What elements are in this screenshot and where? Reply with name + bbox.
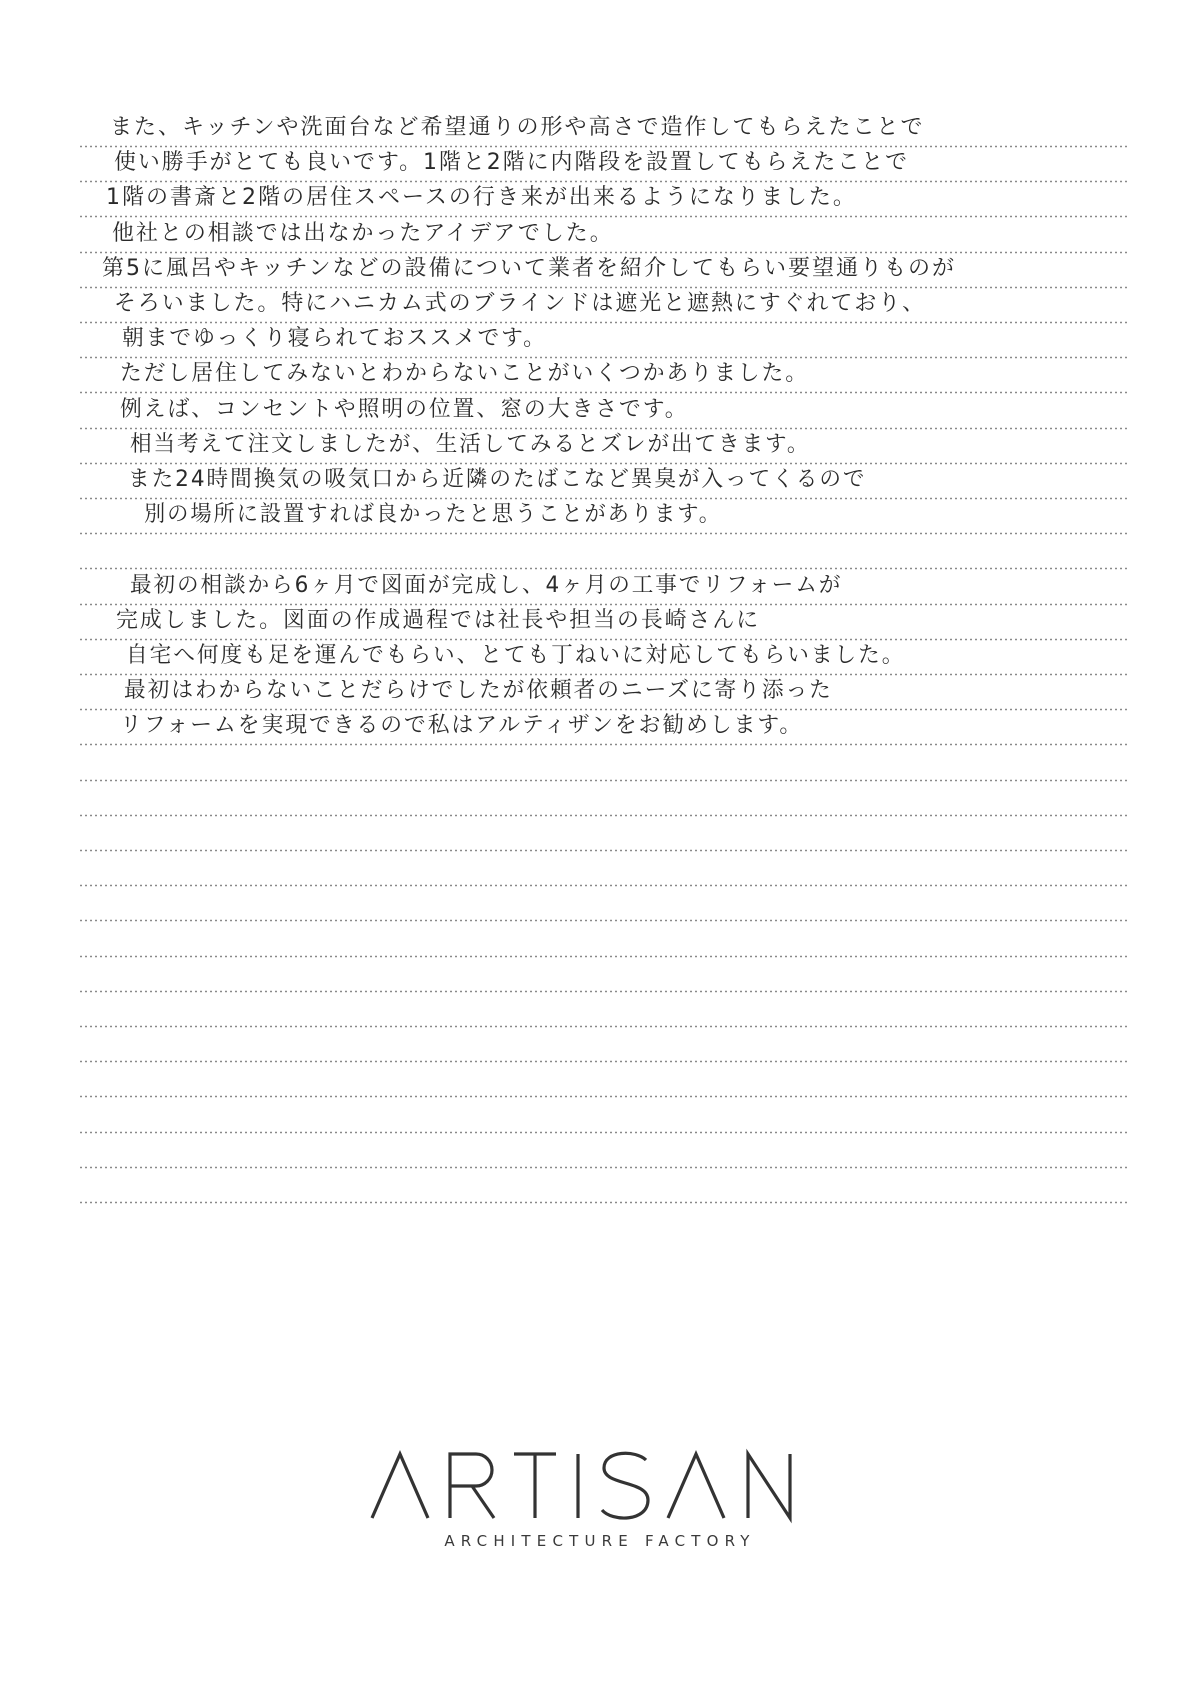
letter-line-5: 第5に風呂やキッチンなどの設備について業者を紹介してもらい要望通りものが <box>102 256 957 281</box>
letter-line-3: 1階の書斎と2階の居住スペースの行き来が出来るようになりました。 <box>106 185 857 210</box>
letter-line-4: 他社との相談では出なかったアイデアでした。 <box>112 221 614 246</box>
artisan-logo <box>350 1440 850 1570</box>
letter-line-1: また、キッチンや洗面台など希望通りの形や高さで造作してもらえたことで <box>110 115 925 140</box>
letter-line-10: 相当考えて注文しましたが、生活してみるとズレが出てきます。 <box>130 432 811 457</box>
letter-line-12: 別の場所に設置すれば良かったと思うことがあります。 <box>144 502 722 527</box>
letter-line-7: 朝までゆっくり寝られておススメです。 <box>122 326 547 351</box>
letter-line-11: また24時間換気の吸気口から近隣のたばこなど異臭が入ってくるので <box>128 467 867 492</box>
letter-line-13 <box>110 532 1120 568</box>
letter-line-16: 自宅へ何度も足を運んでもらい、とても丁ねいに対応してもらいました。 <box>126 643 906 668</box>
letter-line-14: 最初の相談から6ヶ月で図面が完成し、4ヶ月の工事でリフォームが <box>130 573 843 598</box>
letter-line-8: ただし居住してみないとわからないことがいくつかありました。 <box>120 361 810 386</box>
letter-line-17: 最初はわからないことだらけでしたが依頼者のニーズに寄り添った <box>124 678 833 703</box>
letter-line-6: そろいました。特にハニカム式のブラインドは遮光と遮熱にすぐれており、 <box>114 291 927 316</box>
logo-subtitle: ARCHITECTURE FACTORY <box>444 1532 756 1550</box>
letter-line-2: 使い勝手がとても良いです。1階と2階に内階段を設置してもらえたことで <box>114 150 910 175</box>
artisan-wordmark-logo <box>350 1440 850 1530</box>
letter-line-9: 例えば、コンセントや照明の位置、窓の大きさです。 <box>120 397 689 422</box>
letter-line-15: 完成しました。図面の作成過程では社長や担当の長崎さんに <box>116 608 761 633</box>
letter-line-18: リフォームを実現できるので私はアルティザンをお勧めします。 <box>120 713 804 738</box>
